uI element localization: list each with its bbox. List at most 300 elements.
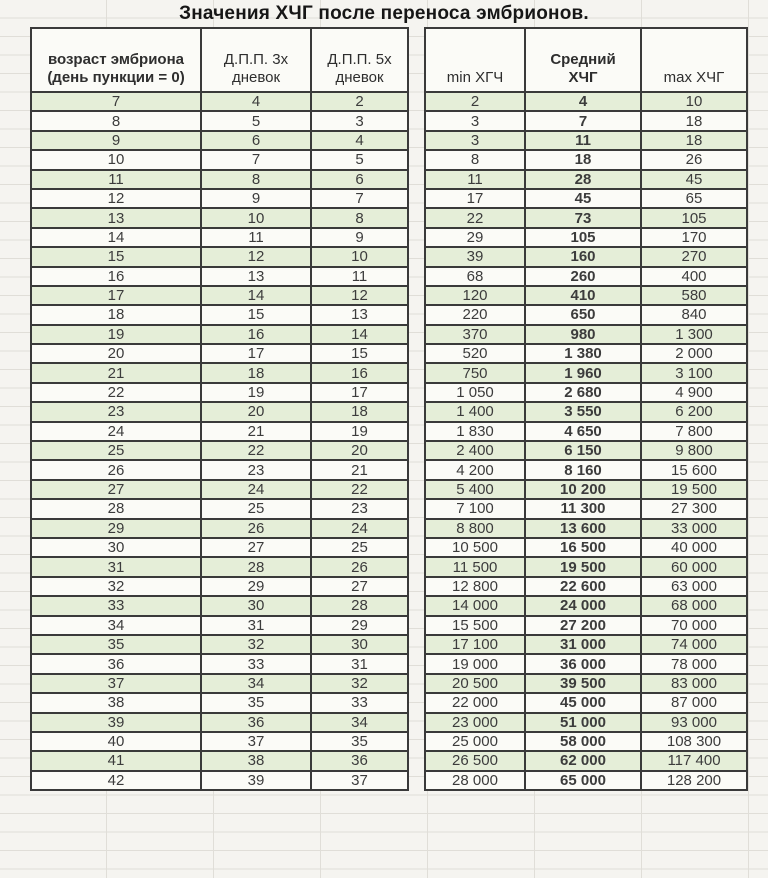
cell-embryo-age: 39	[31, 713, 201, 732]
cell-avg-hcg: 260	[525, 267, 641, 286]
cell-dpp3: 34	[201, 674, 311, 693]
header-row	[31, 28, 408, 92]
cell-embryo-age: 35	[31, 635, 201, 654]
cell-dpp5: 25	[311, 538, 408, 557]
cell-max-hcg: 74 000	[641, 635, 747, 654]
cell-max-hcg: 87 000	[641, 693, 747, 712]
cell-embryo-age: 17	[31, 286, 201, 305]
cell-dpp3: 13	[201, 267, 311, 286]
table-row	[425, 383, 747, 402]
cell-dpp3: 18	[201, 363, 311, 382]
cell-avg-hcg: 65 000	[525, 771, 641, 790]
table-row	[425, 150, 747, 169]
cell-min-hcg: 22 000	[425, 693, 525, 712]
cell-min-hcg: 39	[425, 247, 525, 266]
table-row	[425, 538, 747, 557]
cell-avg-hcg: 6 150	[525, 441, 641, 460]
cell-embryo-age: 8	[31, 111, 201, 130]
cell-dpp3: 5	[201, 111, 311, 130]
cell-max-hcg: 19 500	[641, 480, 747, 499]
cell-max-hcg: 117 400	[641, 751, 747, 770]
cell-dpp3: 17	[201, 344, 311, 363]
cell-embryo-age: 24	[31, 422, 201, 441]
cell-dpp3: 20	[201, 402, 311, 421]
table-row	[425, 460, 747, 479]
cell-avg-hcg: 11	[525, 131, 641, 150]
table-row	[31, 538, 408, 557]
cell-avg-hcg: 22 600	[525, 577, 641, 596]
table-row	[425, 92, 747, 111]
table-row	[425, 596, 747, 615]
cell-dpp5: 32	[311, 674, 408, 693]
cell-max-hcg: 170	[641, 228, 747, 247]
column-header-embryo-age-label: возраст эмбриона (день пункции = 0)	[47, 50, 185, 87]
table-row	[31, 189, 408, 208]
cell-max-hcg: 15 600	[641, 460, 747, 479]
column-header-avg-hcg-label: Средний ХЧГ	[550, 50, 616, 87]
cell-dpp5: 8	[311, 208, 408, 227]
table-row	[425, 247, 747, 266]
cell-embryo-age: 38	[31, 693, 201, 712]
cell-max-hcg: 9 800	[641, 441, 747, 460]
cell-dpp5: 35	[311, 732, 408, 751]
cell-avg-hcg: 27 200	[525, 616, 641, 635]
cell-min-hcg: 4 200	[425, 460, 525, 479]
cell-min-hcg: 1 830	[425, 422, 525, 441]
cell-embryo-age: 16	[31, 267, 201, 286]
cell-embryo-age: 40	[31, 732, 201, 751]
table-row	[31, 92, 408, 111]
cell-avg-hcg: 7	[525, 111, 641, 130]
table-row	[31, 693, 408, 712]
cell-dpp3: 27	[201, 538, 311, 557]
table-row	[425, 305, 747, 324]
column-header-min-hcg	[425, 28, 525, 92]
cell-min-hcg: 8 800	[425, 519, 525, 538]
cell-max-hcg: 270	[641, 247, 747, 266]
cell-max-hcg: 68 000	[641, 596, 747, 615]
cell-avg-hcg: 11 300	[525, 499, 641, 518]
cell-embryo-age: 11	[31, 170, 201, 189]
table-row	[31, 267, 408, 286]
cell-max-hcg: 63 000	[641, 577, 747, 596]
cell-max-hcg: 580	[641, 286, 747, 305]
table-row	[425, 635, 747, 654]
table-row	[425, 519, 747, 538]
cell-dpp5: 12	[311, 286, 408, 305]
table-row	[425, 325, 747, 344]
cell-avg-hcg: 24 000	[525, 596, 641, 615]
left-table-header	[31, 28, 408, 92]
cell-dpp3: 9	[201, 189, 311, 208]
cell-min-hcg: 17 100	[425, 635, 525, 654]
cell-min-hcg: 750	[425, 363, 525, 382]
cell-max-hcg: 108 300	[641, 732, 747, 751]
table-row	[425, 189, 747, 208]
cell-avg-hcg: 4	[525, 92, 641, 111]
page-title: Значения ХЧГ после переноса эмбрионов.	[179, 3, 589, 24]
cell-min-hcg: 23 000	[425, 713, 525, 732]
cell-min-hcg: 5 400	[425, 480, 525, 499]
cell-avg-hcg: 28	[525, 170, 641, 189]
table-row	[31, 480, 408, 499]
column-header-dpp-5day	[311, 28, 408, 92]
cell-min-hcg: 8	[425, 150, 525, 169]
cell-avg-hcg: 105	[525, 228, 641, 247]
cell-dpp3: 19	[201, 383, 311, 402]
cell-dpp5: 10	[311, 247, 408, 266]
cell-min-hcg: 520	[425, 344, 525, 363]
cell-embryo-age: 28	[31, 499, 201, 518]
cell-min-hcg: 68	[425, 267, 525, 286]
cell-dpp5: 33	[311, 693, 408, 712]
cell-min-hcg: 22	[425, 208, 525, 227]
cell-embryo-age: 31	[31, 557, 201, 576]
cell-max-hcg: 840	[641, 305, 747, 324]
table-row	[425, 751, 747, 770]
cell-max-hcg: 27 300	[641, 499, 747, 518]
cell-embryo-age: 9	[31, 131, 201, 150]
cell-max-hcg: 400	[641, 267, 747, 286]
cell-min-hcg: 120	[425, 286, 525, 305]
cell-min-hcg: 7 100	[425, 499, 525, 518]
cell-dpp3: 11	[201, 228, 311, 247]
cell-max-hcg: 45	[641, 170, 747, 189]
cell-embryo-age: 15	[31, 247, 201, 266]
cell-embryo-age: 37	[31, 674, 201, 693]
cell-max-hcg: 83 000	[641, 674, 747, 693]
cell-dpp3: 10	[201, 208, 311, 227]
cell-dpp5: 29	[311, 616, 408, 635]
cell-dpp5: 21	[311, 460, 408, 479]
cell-dpp5: 31	[311, 654, 408, 673]
cell-embryo-age: 34	[31, 616, 201, 635]
table-row	[425, 286, 747, 305]
table-row	[31, 751, 408, 770]
cell-dpp5: 5	[311, 150, 408, 169]
column-header-dpp-5day-label: Д.П.П. 5х дневок	[327, 50, 392, 87]
cell-avg-hcg: 31 000	[525, 635, 641, 654]
table-row	[425, 480, 747, 499]
cell-avg-hcg: 51 000	[525, 713, 641, 732]
cell-dpp5: 27	[311, 577, 408, 596]
table-row	[425, 577, 747, 596]
table-row	[31, 771, 408, 790]
cell-max-hcg: 93 000	[641, 713, 747, 732]
hcg-table	[30, 27, 748, 791]
cell-dpp3: 4	[201, 92, 311, 111]
cell-dpp5: 6	[311, 170, 408, 189]
cell-dpp3: 31	[201, 616, 311, 635]
cell-dpp3: 14	[201, 286, 311, 305]
cell-dpp3: 21	[201, 422, 311, 441]
cell-max-hcg: 4 900	[641, 383, 747, 402]
table-row	[31, 499, 408, 518]
column-header-min-hcg-label: min ХГЧ	[446, 69, 504, 87]
cell-min-hcg: 2 400	[425, 441, 525, 460]
cell-dpp5: 11	[311, 267, 408, 286]
column-header-avg-hcg	[525, 28, 641, 92]
cell-embryo-age: 19	[31, 325, 201, 344]
table-row	[425, 422, 747, 441]
table-row	[425, 674, 747, 693]
cell-min-hcg: 15 500	[425, 616, 525, 635]
cell-dpp5: 36	[311, 751, 408, 770]
cell-avg-hcg: 45	[525, 189, 641, 208]
table-row	[425, 732, 747, 751]
table-row	[425, 499, 747, 518]
cell-embryo-age: 26	[31, 460, 201, 479]
cell-dpp3: 7	[201, 150, 311, 169]
cell-min-hcg: 3	[425, 111, 525, 130]
column-header-embryo-age	[31, 28, 201, 92]
cell-avg-hcg: 650	[525, 305, 641, 324]
right-table-header	[425, 28, 747, 92]
cell-min-hcg: 3	[425, 131, 525, 150]
table-row	[31, 519, 408, 538]
table-row	[425, 693, 747, 712]
table-row	[31, 286, 408, 305]
cell-dpp5: 23	[311, 499, 408, 518]
cell-min-hcg: 25 000	[425, 732, 525, 751]
cell-dpp3: 25	[201, 499, 311, 518]
table-row	[31, 616, 408, 635]
cell-max-hcg: 78 000	[641, 654, 747, 673]
cell-embryo-age: 25	[31, 441, 201, 460]
cell-avg-hcg: 2 680	[525, 383, 641, 402]
cell-max-hcg: 33 000	[641, 519, 747, 538]
cell-avg-hcg: 3 550	[525, 402, 641, 421]
table-row	[31, 208, 408, 227]
table-row	[31, 344, 408, 363]
cell-max-hcg: 105	[641, 208, 747, 227]
table-row	[31, 111, 408, 130]
table-row	[425, 131, 747, 150]
cell-avg-hcg: 980	[525, 325, 641, 344]
cell-avg-hcg: 45 000	[525, 693, 641, 712]
cell-min-hcg: 12 800	[425, 577, 525, 596]
header-row	[425, 28, 747, 92]
table-row	[31, 422, 408, 441]
table-row	[425, 267, 747, 286]
cell-avg-hcg: 13 600	[525, 519, 641, 538]
column-header-max-hcg-label: max ХЧГ	[663, 69, 725, 87]
cell-dpp3: 33	[201, 654, 311, 673]
cell-max-hcg: 6 200	[641, 402, 747, 421]
cell-min-hcg: 1 400	[425, 402, 525, 421]
cell-dpp5: 16	[311, 363, 408, 382]
table-row	[31, 363, 408, 382]
right-table-body	[425, 92, 747, 790]
cell-dpp5: 15	[311, 344, 408, 363]
cell-avg-hcg: 58 000	[525, 732, 641, 751]
cell-embryo-age: 32	[31, 577, 201, 596]
cell-dpp3: 22	[201, 441, 311, 460]
table-row	[425, 363, 747, 382]
table-row	[31, 577, 408, 596]
cell-dpp5: 13	[311, 305, 408, 324]
cell-dpp3: 36	[201, 713, 311, 732]
table-row	[31, 247, 408, 266]
cell-avg-hcg: 36 000	[525, 654, 641, 673]
cell-min-hcg: 11	[425, 170, 525, 189]
cell-min-hcg: 28 000	[425, 771, 525, 790]
cell-min-hcg: 19 000	[425, 654, 525, 673]
cell-avg-hcg: 62 000	[525, 751, 641, 770]
cell-embryo-age: 29	[31, 519, 201, 538]
cell-dpp5: 26	[311, 557, 408, 576]
cell-max-hcg: 70 000	[641, 616, 747, 635]
cell-embryo-age: 27	[31, 480, 201, 499]
table-row	[425, 344, 747, 363]
cell-embryo-age: 12	[31, 189, 201, 208]
table-row	[31, 150, 408, 169]
cell-dpp5: 4	[311, 131, 408, 150]
cell-max-hcg: 128 200	[641, 771, 747, 790]
column-header-max-hcg	[641, 28, 747, 92]
cell-max-hcg: 3 100	[641, 363, 747, 382]
cell-max-hcg: 2 000	[641, 344, 747, 363]
table-row	[31, 654, 408, 673]
table-row	[425, 713, 747, 732]
cell-max-hcg: 18	[641, 111, 747, 130]
cell-dpp5: 30	[311, 635, 408, 654]
cell-dpp3: 32	[201, 635, 311, 654]
cell-dpp5: 18	[311, 402, 408, 421]
cell-dpp5: 22	[311, 480, 408, 499]
cell-avg-hcg: 39 500	[525, 674, 641, 693]
cell-avg-hcg: 160	[525, 247, 641, 266]
cell-dpp3: 6	[201, 131, 311, 150]
cell-max-hcg: 18	[641, 131, 747, 150]
cell-avg-hcg: 1 960	[525, 363, 641, 382]
cell-embryo-age: 18	[31, 305, 201, 324]
cell-min-hcg: 370	[425, 325, 525, 344]
cell-dpp5: 14	[311, 325, 408, 344]
cell-avg-hcg: 8 160	[525, 460, 641, 479]
column-header-dpp-3day-label: Д.П.П. 3х дневок	[223, 50, 289, 87]
table-row	[425, 441, 747, 460]
cell-dpp5: 7	[311, 189, 408, 208]
cell-dpp5: 24	[311, 519, 408, 538]
cell-dpp3: 28	[201, 557, 311, 576]
table-row	[425, 170, 747, 189]
cell-dpp5: 17	[311, 383, 408, 402]
table-row	[31, 228, 408, 247]
table-row	[425, 616, 747, 635]
left-table-body	[31, 92, 408, 790]
cell-dpp3: 37	[201, 732, 311, 751]
table-gap	[409, 27, 424, 791]
cell-embryo-age: 22	[31, 383, 201, 402]
cell-avg-hcg: 1 380	[525, 344, 641, 363]
cell-avg-hcg: 18	[525, 150, 641, 169]
cell-embryo-age: 7	[31, 92, 201, 111]
cell-dpp3: 29	[201, 577, 311, 596]
cell-dpp5: 9	[311, 228, 408, 247]
table-row	[31, 305, 408, 324]
table-row	[31, 732, 408, 751]
cell-dpp5: 3	[311, 111, 408, 130]
cell-avg-hcg: 73	[525, 208, 641, 227]
cell-max-hcg: 60 000	[641, 557, 747, 576]
cell-dpp5: 37	[311, 771, 408, 790]
cell-dpp3: 8	[201, 170, 311, 189]
table-row	[31, 383, 408, 402]
cell-min-hcg: 29	[425, 228, 525, 247]
cell-min-hcg: 20 500	[425, 674, 525, 693]
cell-dpp3: 23	[201, 460, 311, 479]
table-row	[31, 713, 408, 732]
cell-min-hcg: 1 050	[425, 383, 525, 402]
table-row	[31, 557, 408, 576]
cell-avg-hcg: 16 500	[525, 538, 641, 557]
cell-max-hcg: 65	[641, 189, 747, 208]
cell-max-hcg: 10	[641, 92, 747, 111]
cell-dpp5: 28	[311, 596, 408, 615]
cell-dpp3: 16	[201, 325, 311, 344]
cell-dpp3: 26	[201, 519, 311, 538]
cell-max-hcg: 1 300	[641, 325, 747, 344]
table-row	[425, 402, 747, 421]
table-row	[425, 557, 747, 576]
cell-min-hcg: 14 000	[425, 596, 525, 615]
table-row	[31, 131, 408, 150]
cell-max-hcg: 40 000	[641, 538, 747, 557]
cell-dpp3: 24	[201, 480, 311, 499]
table-row	[31, 170, 408, 189]
cell-max-hcg: 26	[641, 150, 747, 169]
cell-dpp3: 12	[201, 247, 311, 266]
cell-avg-hcg: 19 500	[525, 557, 641, 576]
column-header-dpp-3day	[201, 28, 311, 92]
table-row	[425, 111, 747, 130]
table-row	[31, 441, 408, 460]
cell-embryo-age: 36	[31, 654, 201, 673]
table-row	[425, 228, 747, 247]
cell-embryo-age: 21	[31, 363, 201, 382]
cell-embryo-age: 20	[31, 344, 201, 363]
cell-embryo-age: 10	[31, 150, 201, 169]
cell-dpp3: 38	[201, 751, 311, 770]
cell-dpp5: 19	[311, 422, 408, 441]
cell-min-hcg: 220	[425, 305, 525, 324]
cell-embryo-age: 14	[31, 228, 201, 247]
cell-dpp5: 20	[311, 441, 408, 460]
cell-min-hcg: 11 500	[425, 557, 525, 576]
table-row	[425, 771, 747, 790]
table-row	[31, 674, 408, 693]
hcg-table-right-block	[424, 27, 748, 791]
table-row	[425, 654, 747, 673]
table-row	[31, 325, 408, 344]
cell-avg-hcg: 10 200	[525, 480, 641, 499]
cell-embryo-age: 23	[31, 402, 201, 421]
cell-dpp3: 35	[201, 693, 311, 712]
cell-dpp3: 15	[201, 305, 311, 324]
cell-max-hcg: 7 800	[641, 422, 747, 441]
cell-embryo-age: 42	[31, 771, 201, 790]
cell-dpp3: 30	[201, 596, 311, 615]
table-row	[31, 635, 408, 654]
cell-avg-hcg: 4 650	[525, 422, 641, 441]
table-row	[31, 402, 408, 421]
cell-embryo-age: 30	[31, 538, 201, 557]
cell-embryo-age: 41	[31, 751, 201, 770]
table-row	[31, 596, 408, 615]
table-row	[425, 208, 747, 227]
table-row	[31, 460, 408, 479]
